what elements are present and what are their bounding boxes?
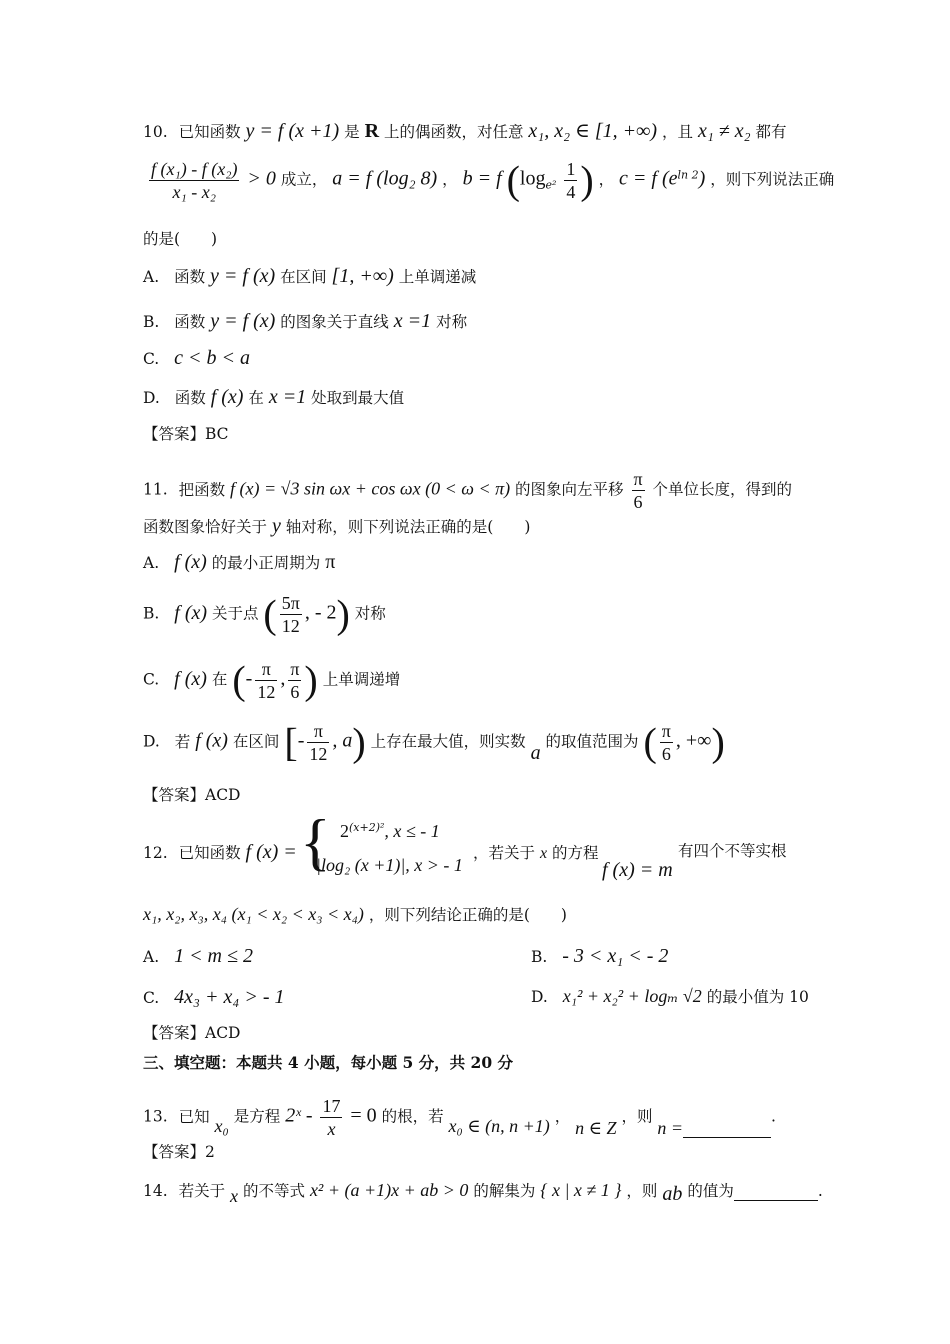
q11-optD-rd: 6 bbox=[661, 744, 671, 764]
q12-option-d bbox=[531, 987, 809, 1006]
q12-case1-base: 2 bbox=[340, 821, 349, 842]
q12-brace: { bbox=[300, 806, 331, 877]
q10-line-3: 的是( ) bbox=[143, 230, 218, 248]
option-label: C. bbox=[143, 989, 160, 1007]
q13-frac bbox=[320, 1097, 342, 1138]
q11-number: 11. bbox=[143, 480, 168, 499]
q10-c-def: c = f (e bbox=[619, 167, 678, 190]
q10-b-def: b = f bbox=[462, 167, 502, 190]
q12-text: 已知函数 bbox=[178, 844, 241, 862]
q11-text: 的图象向左平移 bbox=[515, 480, 624, 499]
q14-ineq: x² + (a +1)x + ab > 0 bbox=[309, 1180, 469, 1200]
q11-optB-func: f (x) bbox=[174, 601, 208, 624]
q10-fraction bbox=[149, 160, 239, 201]
q14-text: 的解集为 bbox=[473, 1182, 536, 1200]
q10-text: 函数 bbox=[174, 389, 206, 407]
q12-text: 的最小值为 10 bbox=[706, 988, 809, 1006]
option-label: B. bbox=[143, 313, 160, 331]
q10-c-exp: ln 2 bbox=[677, 168, 699, 182]
q11-text: 在区间 bbox=[232, 732, 280, 751]
q11-optC-n1: π bbox=[255, 660, 277, 681]
option-label: B. bbox=[531, 948, 548, 966]
q10-text: 在区间 bbox=[280, 268, 327, 286]
q12-case-1 bbox=[340, 822, 440, 841]
q11-option-a bbox=[143, 552, 335, 572]
q10-text: 是 bbox=[344, 123, 360, 141]
q13-text: ，则 bbox=[621, 1107, 653, 1126]
q10-b-log: log bbox=[519, 167, 546, 190]
q10-text: 都有 bbox=[755, 123, 787, 141]
q11-shift-den: 6 bbox=[633, 492, 643, 512]
q12-text: ，则下列结论正确的是( ) bbox=[368, 906, 567, 924]
q13-num: 17 bbox=[322, 1096, 341, 1116]
q11-answer: 【答案】ACD bbox=[143, 786, 241, 804]
q11-optD-den: 12 bbox=[309, 744, 328, 764]
q10-text: 对称 bbox=[436, 313, 468, 331]
q13-x0: x₀ bbox=[214, 1115, 229, 1136]
q10-option-c bbox=[143, 348, 250, 368]
q12-option-a bbox=[143, 946, 253, 966]
q12-optA: 1 < m ≤ 2 bbox=[174, 945, 253, 967]
q11-optB-num: 5π bbox=[281, 593, 300, 613]
q13-text: 已知 bbox=[178, 1107, 210, 1126]
q13-number: 13. bbox=[143, 1107, 168, 1126]
q11-optD-a: , a bbox=[332, 729, 353, 752]
q11-text: 若 bbox=[174, 732, 191, 751]
q12-roots: x₁, x₂, x₃, x₄ (x₁ < x₂ < x₃ < x₄) bbox=[143, 904, 364, 924]
q11-func: f (x) = √3 sin ωx + cos ωx (0 < ω < π) bbox=[230, 478, 511, 499]
q10-vars: x₁, x₂ ∈ [1, +∞) bbox=[528, 120, 658, 142]
q14-text: 的值为 bbox=[687, 1182, 734, 1200]
q10-number: 10. bbox=[143, 123, 168, 141]
q11-optC-func: f (x) bbox=[174, 667, 207, 690]
q11-text: 对称 bbox=[354, 604, 386, 623]
q10-b-frac bbox=[564, 160, 577, 201]
q11-text: 轴对称，则下列说法正确的是( ) bbox=[285, 518, 531, 536]
q10-line-2: $\frac{\text{f (x₁) - f (x₂)}}{\text{x₁ - x₂}}$ > 0 成立， a = f (log₂ 8) ， b = f ($\log_{e^2}$ $\frac{1}{4}$ ) ， c = f $(e^{ln 2})$ ，则下列说法正确 bbox=[151, 157, 835, 203]
q12-case1-exp: (x+2)² bbox=[349, 821, 385, 834]
q12-eq-expr: f (x) = m bbox=[602, 859, 673, 881]
q10-option-a bbox=[143, 266, 476, 286]
q11-text: 函数图象恰好关于 bbox=[143, 518, 268, 536]
option-label: D. bbox=[531, 988, 548, 1006]
q11-optD-frac bbox=[307, 722, 329, 763]
q12-text: 的方程 bbox=[552, 844, 599, 862]
q10-answer: 【答案】BC bbox=[143, 425, 229, 443]
q11-text: 上单调递增 bbox=[322, 670, 401, 689]
q11-optB-den: 12 bbox=[281, 616, 300, 636]
q10-optB-func: y = f (x) bbox=[210, 310, 276, 332]
q10-b-num: 1 bbox=[566, 159, 576, 179]
q13-answer-blank[interactable] bbox=[683, 1122, 771, 1139]
q10-text: 已知函数 bbox=[178, 123, 241, 141]
q11-optD-rn: π bbox=[661, 721, 671, 741]
q11-optA-pi: π bbox=[325, 551, 336, 573]
q11-optD-avar: a bbox=[530, 741, 541, 764]
q11-text: 在 bbox=[211, 670, 228, 689]
q12-case2: |log₂ (x +1)|, x > - 1 bbox=[316, 855, 463, 875]
q12-func: f (x) = bbox=[245, 841, 297, 863]
q11-text: 个单位长度，得到的 bbox=[652, 480, 793, 499]
q11-optD-num: π bbox=[307, 722, 329, 743]
q11-text: 的最小正周期为 bbox=[211, 554, 321, 572]
q13-eq-post: = 0 bbox=[350, 1104, 377, 1127]
q10-text: ，则下列说法正确 bbox=[710, 170, 835, 189]
option-label: C. bbox=[143, 670, 160, 689]
q14-ab: ab bbox=[662, 1183, 683, 1205]
q10-b-den: 4 bbox=[566, 182, 576, 202]
q10-gt0: > 0 bbox=[247, 167, 276, 190]
q10-func: y = f (x +1) bbox=[245, 120, 340, 142]
q10-text: 函数 bbox=[174, 313, 206, 331]
option-label: C. bbox=[143, 350, 160, 368]
q13-line bbox=[143, 1097, 776, 1138]
q11-optD-inf: , +∞ bbox=[675, 729, 712, 752]
q14-text: 的不等式 bbox=[242, 1182, 305, 1200]
q12-optB: - 3 < x₁ < - 2 bbox=[562, 945, 669, 967]
q14-text: ，则 bbox=[626, 1182, 658, 1200]
option-label: A. bbox=[143, 554, 160, 572]
q10-option-b bbox=[143, 311, 467, 331]
q10-optB-line: x =1 bbox=[393, 310, 432, 332]
option-label: A. bbox=[143, 268, 160, 286]
q11-optC-n2: π bbox=[290, 659, 300, 679]
q14-number: 14. bbox=[143, 1182, 168, 1200]
q11-text: 的取值范围为 bbox=[545, 732, 639, 751]
option-label: B. bbox=[143, 604, 160, 623]
q11-optC-frac1 bbox=[255, 660, 277, 701]
q13-n: n = bbox=[657, 1117, 684, 1138]
q12-line-2 bbox=[143, 905, 567, 924]
q11-optC-d1: 12 bbox=[257, 682, 276, 702]
q11-optD-func: f (x) bbox=[195, 729, 228, 752]
q12-answer: 【答案】ACD bbox=[143, 1024, 241, 1042]
q13-period: . bbox=[771, 1107, 776, 1126]
q11-optB-y: , - 2 bbox=[304, 601, 337, 624]
q10-R: R bbox=[364, 120, 380, 142]
q12-optD: x₁² + x₂² + logₘ √2 bbox=[562, 986, 702, 1006]
q13-text: ， bbox=[554, 1107, 571, 1126]
q10-frac-den: x₁ - x₂ bbox=[172, 182, 216, 202]
q12-option-b bbox=[531, 946, 668, 966]
section-3-heading: 三、填空题：本题共 4 小题，每小题 5 分，共 20 分 bbox=[143, 1053, 514, 1072]
q12-case1-cond: , x ≤ - 1 bbox=[384, 821, 440, 842]
q10-optD-func: f (x) bbox=[210, 386, 244, 408]
q12-case-2 bbox=[316, 856, 463, 875]
q12-x: x bbox=[539, 845, 548, 862]
q12-text: ，若关于 bbox=[473, 844, 536, 862]
q11-option-c: C. f (x) 在 (- $\frac{\pi}{12}$ , $\frac{\pi}{6}$ ) 上单调递增 bbox=[143, 657, 401, 703]
q11-line-1 bbox=[143, 470, 792, 511]
q10-neq: x₁ ≠ x₂ bbox=[697, 120, 751, 142]
q11-shift-frac bbox=[632, 470, 645, 511]
q11-optA-func: f (x) bbox=[174, 551, 207, 573]
q11-y: y bbox=[271, 515, 281, 537]
q12-line-1b bbox=[473, 846, 599, 862]
q10-text: 的图象关于直线 bbox=[280, 313, 389, 331]
q11-option-b: B. f (x) 关于点 ( $\frac{5\pi}{12}$ , - 2) 对称 bbox=[143, 591, 386, 637]
q14-x: x bbox=[230, 1186, 239, 1206]
q12-number: 12. bbox=[143, 844, 168, 862]
q12-eq bbox=[602, 860, 673, 880]
q12-line-1c: 有四个不等实根 bbox=[678, 842, 787, 860]
q11-option-d: D. 若 f (x) 在区间 [- $\frac{\pi}{12}$ , a) 上存在最大值，则实数 a 的取值范围为 ( $\frac{\pi}{6}$ , +∞) bbox=[143, 719, 725, 765]
q10-c-close: ) bbox=[698, 167, 706, 190]
q11-text: 上存在最大值，则实数 bbox=[370, 732, 526, 751]
q10-a-def: a = f (log₂ 8) bbox=[332, 167, 438, 190]
option-label: D. bbox=[143, 389, 160, 407]
q12-optC: 4x₃ + x₄ > - 1 bbox=[174, 986, 285, 1008]
q11-text: 关于点 bbox=[211, 604, 259, 623]
q11-text: 把函数 bbox=[178, 480, 226, 499]
q14-set: { x | x ≠ 1 } bbox=[540, 1180, 622, 1200]
q13-answer: 【答案】2 bbox=[143, 1143, 215, 1161]
q12-line-1 bbox=[143, 842, 297, 862]
q10-optA-interval: [1, +∞) bbox=[331, 265, 394, 287]
q10-text: 处取到最大值 bbox=[311, 389, 405, 407]
q10-optD-x: x =1 bbox=[268, 386, 307, 408]
option-label: D. bbox=[143, 732, 160, 751]
q13-den: x bbox=[327, 1119, 336, 1139]
q10-text: 上单调递减 bbox=[398, 268, 477, 286]
option-label: A. bbox=[143, 948, 160, 966]
q11-optB-frac bbox=[280, 594, 302, 635]
q10-text: ，且 bbox=[662, 123, 694, 141]
q13-interval: x₀ ∈ (n, n +1) bbox=[448, 1115, 550, 1136]
q11-optD-range-frac bbox=[660, 722, 673, 763]
q11-optC-d2: 6 bbox=[290, 682, 300, 702]
q10-option-d bbox=[143, 387, 404, 407]
q11-line-2 bbox=[143, 516, 530, 536]
q12-option-c bbox=[143, 987, 284, 1007]
q14-answer-blank[interactable] bbox=[734, 1184, 818, 1201]
q10-b-base: e² bbox=[545, 178, 557, 192]
q10-text: 函数 bbox=[174, 268, 206, 286]
q10-text: 成立， bbox=[280, 170, 328, 189]
q11-optC-frac2 bbox=[288, 660, 301, 701]
q14-text: 若关于 bbox=[178, 1182, 226, 1200]
q14-period: . bbox=[817, 1182, 823, 1200]
q13-eq-pre: 2ˣ - bbox=[285, 1104, 313, 1127]
q10-optC-expr: c < b < a bbox=[174, 347, 251, 369]
q10-optA-func: y = f (x) bbox=[210, 265, 276, 287]
q13-nZ: n ∈ Z bbox=[575, 1117, 617, 1138]
q10-line-1 bbox=[143, 121, 787, 141]
q10-frac-num: f (x₁) - f (x₂) bbox=[151, 159, 238, 179]
q10-text: 在 bbox=[248, 389, 264, 407]
q14-line bbox=[143, 1180, 823, 1206]
q10-text: 上的偶函数，对任意 bbox=[383, 123, 524, 141]
q11-shift-num: π bbox=[633, 469, 643, 489]
q13-text: 的根，若 bbox=[381, 1107, 444, 1126]
q13-text: 是方程 bbox=[233, 1107, 281, 1126]
